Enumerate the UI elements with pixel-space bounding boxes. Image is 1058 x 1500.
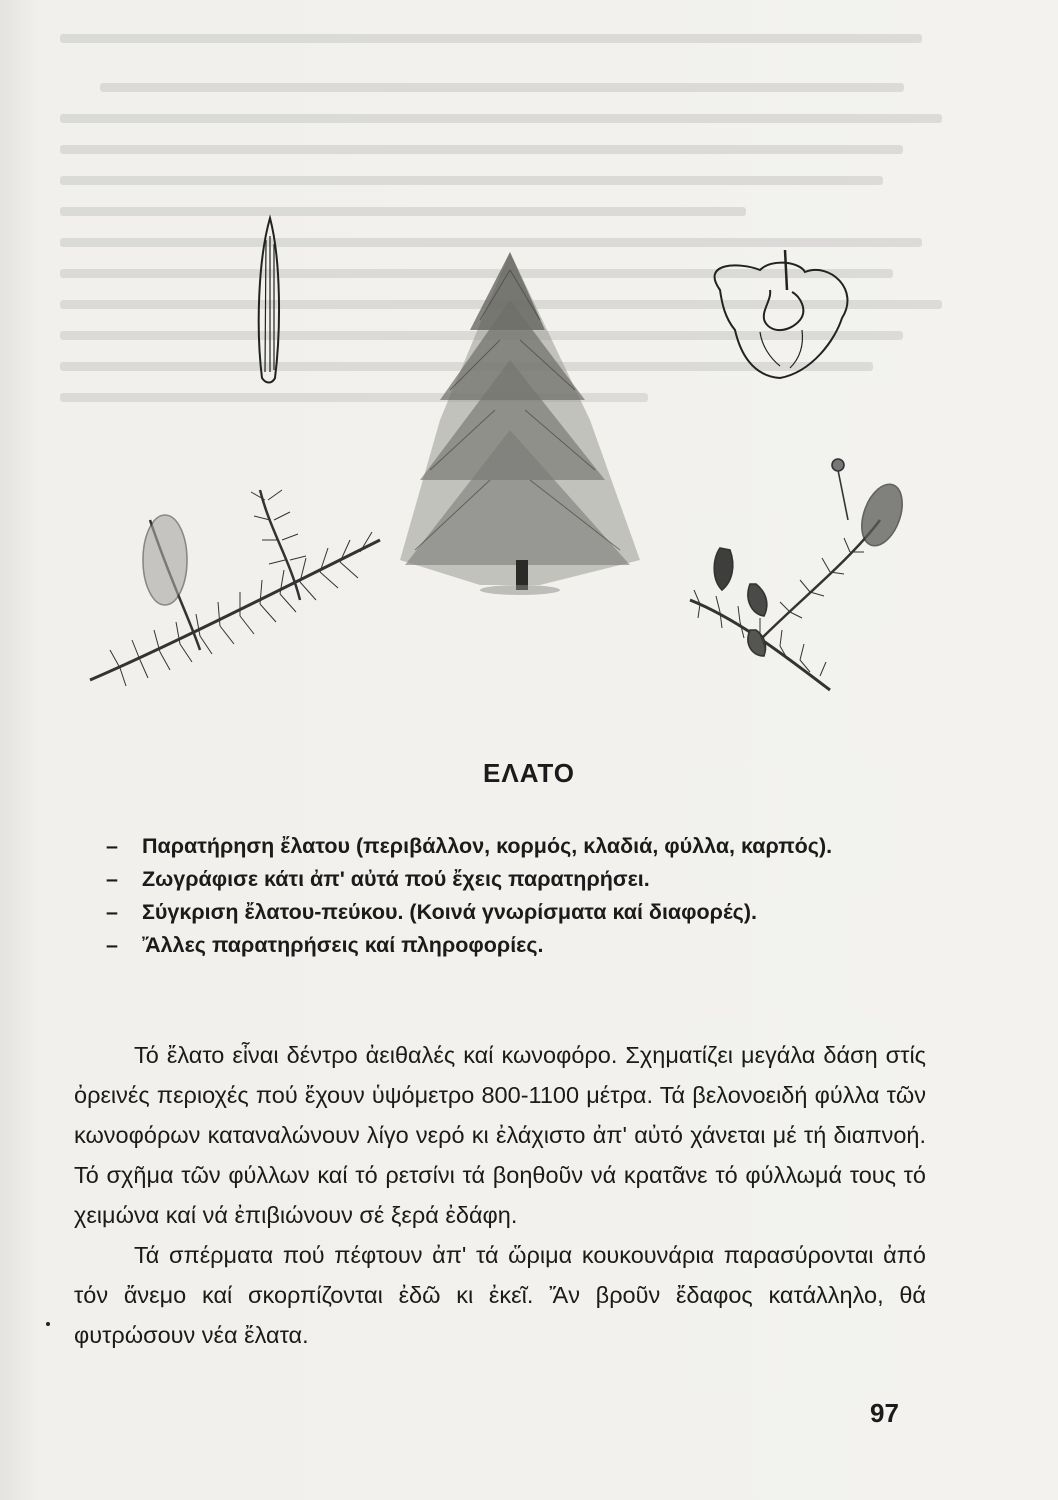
fir-branch-with-cones-icon bbox=[690, 459, 910, 690]
list-dash: – bbox=[106, 867, 118, 891]
list-item bbox=[106, 896, 906, 929]
margin-dot bbox=[46, 1322, 50, 1326]
page-number: 97 bbox=[870, 1398, 899, 1428]
list-dash: – bbox=[106, 933, 118, 957]
list-item bbox=[106, 830, 906, 863]
task-text: Σύγκριση ἔλατου-πεύκου. (Κοινά γνωρίσματα καί διαφορές). bbox=[142, 900, 757, 924]
observation-tasks-list bbox=[106, 830, 906, 962]
fir-branch-icon bbox=[90, 490, 380, 686]
fir-tree-icon bbox=[400, 252, 640, 595]
page-title: ΕΛΑΤΟ bbox=[483, 758, 575, 788]
task-text: Παρατήρηση ἔλατου (περιβάλλον, κορμός, κλαδιά, φύλλα, καρπός). bbox=[142, 834, 833, 858]
fir-needle-icon bbox=[259, 218, 279, 383]
list-item bbox=[106, 929, 906, 962]
task-text: Ζωγράφισε κάτι ἀπ' αὐτά πού ἔχεις παρατηρήσει. bbox=[142, 867, 650, 891]
paragraph: Τό ἔλατο εἶναι δέντρο ἀειθαλές καί κωνοφόρο. Σχηματίζει μεγάλα δάση στίς ὀρεινές περιοχές πού ἔχουν ὑψόμετρο 800-1100 μέτρα. Τά βελονοειδή φύλλα τῶν κωνοφόρων καταναλώνουν λίγο νερό κι ἐλάχιστο ἀπ' αὐτό χάνεται μέ τή διαπνοή. Τό σχῆμα τῶν φύλλων καί τό ρετσίνι τά βοηθοῦν νά κρατᾶνε τό φύλλωμά τους τό χειμώνα καί νά ἐπιβιώνουν σέ ξερά ἐδάφη. bbox=[74, 1042, 926, 1228]
list-dash: – bbox=[106, 834, 118, 858]
paragraph: Τά σπέρματα πού πέφτουν ἀπ' τά ὥριμα κουκουνάρια παρασύρονται ἀπό τόν ἄνεμο καί σκορπίζονται ἐδῶ κι ἐκεῖ. Ἄν βροῦν ἔδαφος κατάλληλο, θά φυτρώσουν νέα ἔλατα. bbox=[74, 1242, 926, 1348]
task-text: Ἄλλες παρατηρήσεις καί πληροφορίες. bbox=[142, 933, 544, 957]
fir-seed-scale-icon bbox=[715, 250, 848, 378]
list-dash: – bbox=[106, 900, 118, 924]
list-item bbox=[106, 863, 906, 896]
body-text bbox=[74, 1035, 926, 1355]
